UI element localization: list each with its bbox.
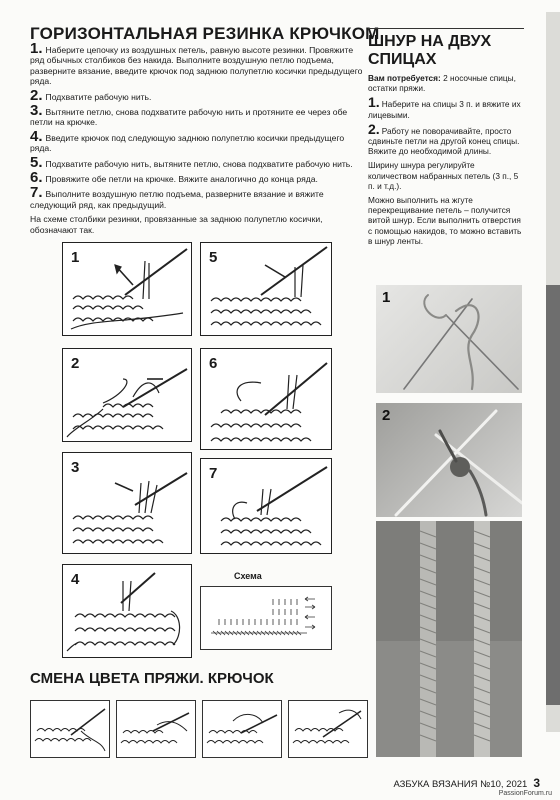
panel-number: 6 xyxy=(209,355,218,372)
panel-number: 1 xyxy=(71,249,80,266)
crochet-illustration xyxy=(31,701,109,757)
color-change-illustration-2 xyxy=(116,700,196,758)
crochet-illustration xyxy=(63,453,191,553)
page-number: 3 xyxy=(533,776,540,790)
photo-number: 1 xyxy=(382,289,391,306)
page-edge-strip-dark xyxy=(546,285,560,705)
rib-note: На схеме столбики резинки, провязанные за заднюю полупетлю косички, обозначают так. xyxy=(30,214,323,235)
photo-number: 2 xyxy=(382,407,391,424)
illustration-panel-3 xyxy=(62,452,192,554)
watermark: PassionForum.ru xyxy=(498,790,552,797)
rib-step: 5. Подхватите рабочую нить, вытяните петлю, снова подхватите рабочую нить. xyxy=(30,153,353,171)
crochet-illustration xyxy=(63,565,191,657)
cord-instructions xyxy=(368,73,524,246)
illustration-panel-7 xyxy=(200,458,332,554)
rib-step: 2. Подхватите рабочую нить. xyxy=(30,86,152,104)
cord-paragraph: Ширину шнура регулируйте количеством набранных петель (3 п., 5 п. и т.д.). xyxy=(368,160,519,191)
needles-photo-illustration xyxy=(376,285,522,393)
crochet-illustration xyxy=(201,243,331,335)
crochet-illustration xyxy=(289,701,367,757)
rib-step: 6. Провяжите обе петли на крючке. Вяжите аналогично до конца ряда. xyxy=(30,169,318,187)
illustration-panel-1 xyxy=(62,242,192,336)
cord-step: 2. Работу не поворачивайте, просто сдвиньте петли на другой конец спицы. Вяжите до необходимой длины. xyxy=(368,120,520,157)
rib-step: 3. Вытяните петлю, снова подхватите рабочую нить и протяните ее через обе петли на крючке. xyxy=(30,102,348,128)
panel-number: 4 xyxy=(71,571,80,588)
color-change-illustration-3 xyxy=(202,700,282,758)
cord-section xyxy=(368,28,524,250)
crochet-illustration xyxy=(201,459,331,553)
cord-paragraph: Можно выполнить на жгуте перекрещивание петель – получится витой шнур. Если выполнить отверстия с помощью накидов, то можно вставить в шнур ленты. xyxy=(368,195,522,246)
panel-number: 2 xyxy=(71,355,80,372)
crochet-illustration xyxy=(63,349,191,441)
scheme-title: Схема xyxy=(234,571,262,581)
panel-number: 5 xyxy=(209,249,218,266)
section-title-rib: ГОРИЗОНТАЛЬНАЯ РЕЗИНКА КРЮЧКОМ xyxy=(30,24,380,43)
panel-number: 7 xyxy=(209,465,218,482)
illustration-panel-4 xyxy=(62,564,192,658)
photo-3 xyxy=(376,521,522,757)
crochet-illustration xyxy=(63,243,191,335)
scheme-diagram xyxy=(200,586,332,650)
section-title-cord: ШНУР НА ДВУХ СПИЦАХ xyxy=(368,28,524,69)
scheme-chart xyxy=(201,587,331,649)
materials: Вам потребуется: 2 носочные спицы, остатки пряжи. xyxy=(368,73,516,94)
crochet-illustration xyxy=(201,349,331,449)
photo-2 xyxy=(376,403,522,517)
crochet-illustration xyxy=(117,701,195,757)
rib-step: 7. Выполните воздушную петлю подъема, разверните вязание и вяжите следующий ряд, как предыдущий. xyxy=(30,184,324,210)
illustration-panel-5 xyxy=(200,242,332,336)
photo-1 xyxy=(376,285,522,393)
rib-instructions xyxy=(30,40,365,235)
magazine-name: АЗБУКА ВЯЗАНИЯ №10, 2021 xyxy=(393,779,528,790)
illustration-panel-6 xyxy=(200,348,332,450)
illustration-panel-2 xyxy=(62,348,192,442)
section-title-color-change: СМЕНА ЦВЕТА ПРЯЖИ. КРЮЧОК xyxy=(30,670,274,687)
cord-step: 1. Наберите на спицы 3 п. и вяжите их лицевыми. xyxy=(368,94,521,120)
color-change-illustration-4 xyxy=(288,700,368,758)
crochet-illustration xyxy=(203,701,281,757)
needles-photo-illustration xyxy=(376,403,522,517)
panel-number: 3 xyxy=(71,459,80,476)
page-footer xyxy=(393,776,540,790)
rib-step: 1. Наберите цепочку из воздушных петель, равную высоте резинки. Провяжите ряд обычных столбиков без накида. Выполните воздушную петлю подъема, разверните вязание, введите крючок под заднюю полупетлю косички предыдущего ряда. xyxy=(30,40,363,87)
cord-photo-illustration xyxy=(376,521,522,757)
color-change-illustration-1 xyxy=(30,700,110,758)
rib-step: 4. Введите крючок под следующую заднюю полупетлю косички предыдущего ряда. xyxy=(30,127,345,154)
